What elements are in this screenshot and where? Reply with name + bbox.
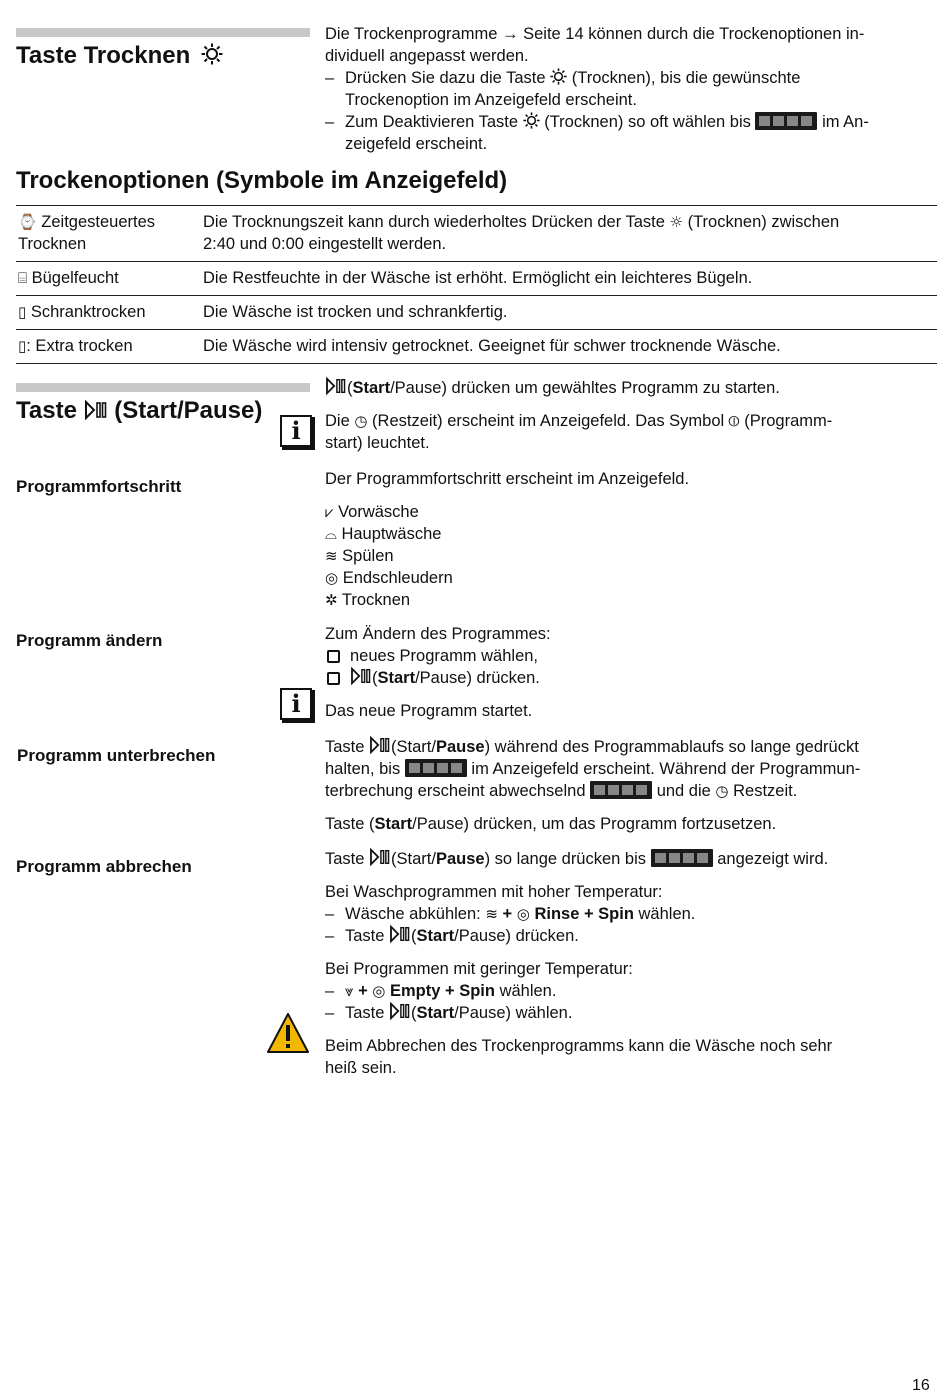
start-text: (Start/Pause) drücken um gewähltes Programm zu starten. Die ◷ (Restzeit) erscheint im Anzeigefeld. Das Symbol ⦶ (Programm- start) leuchtet. bbox=[325, 379, 833, 452]
program-start-icon: ⦶ bbox=[728, 412, 740, 430]
progress-text: Der Programmfortschritt erscheint im Anzeigefeld. ⩗ Vorwäsche ⌓ Hauptwäsche ≋ Spülen ◎ Endschleudern ✲ Trocknen bbox=[325, 468, 935, 611]
start-pause-icon bbox=[369, 848, 391, 866]
list-item: ⩗ Vorwäsche bbox=[325, 503, 419, 521]
sun-dry-icon bbox=[550, 68, 567, 85]
cancel-text: Taste (Start/Pause) so lange drücken bis angezeigt wird. Bei Waschprogrammen mit hoher Temperatur: – Wäsche abkühlen: ≋ + ◎ Rinse + Spin wählen. – Taste (Start/Pause) drücken. Bei Programmen mit geringer Temperatur: – ⩔ + ◎ Empty + Spin wählen. – Taste (Start/Pause) wählen. Beim Abbrechen des Trockenprogramms kann die Wäsche noch sehr heiß sein. bbox=[325, 848, 935, 1079]
list-item: ✲ Trocknen bbox=[325, 591, 411, 609]
cancel-heading: Programm abbrechen bbox=[16, 857, 192, 876]
start-pause-icon bbox=[84, 400, 108, 420]
list-item: ◎ Endschleudern bbox=[325, 569, 453, 587]
info-icon: i bbox=[280, 688, 312, 720]
change-heading: Programm ändern bbox=[16, 631, 163, 650]
display-segment-icon bbox=[405, 759, 467, 777]
cupboard-plus-icon: ▯ bbox=[18, 337, 27, 355]
table-row: ⌸ Bügelfeucht Die Restfeuchte in der Wäsche ist erhöht. Ermöglicht ein leichteres Bügeln. bbox=[16, 262, 937, 296]
list-item: ⌓ Hauptwäsche bbox=[325, 525, 442, 543]
interrupt-text: Taste (Start/Pause) während des Programmablaufs so lange gedrückt halten, bis im Anzeigefeld erscheint. Während der Programmun- terbrechung erscheint abwechselnd und die ◷ Restzeit. Taste (Start/Pause) drücken, um das Programm fortzusetzen. bbox=[325, 738, 861, 833]
start-pause-icon bbox=[389, 1002, 411, 1020]
section-title-start: Taste (Start/Pause) bbox=[16, 397, 263, 424]
options-table bbox=[16, 205, 937, 364]
page-number: 16 bbox=[912, 1377, 930, 1394]
change-text: Zum Ändern des Programmes: neues Programm wählen, (Start/Pause) drücken. Das neue Programm startet. bbox=[325, 623, 935, 722]
table-row: ⌚ Zeitgesteuertes Trocknen Die Trocknungszeit kann durch wiederholtes Drücken der Taste ☼ (Trocknen) zwischen 2:40 und 0:00 eingestellt werden. bbox=[16, 206, 937, 262]
drain-icon: ⩔ bbox=[345, 982, 354, 1000]
options-title: Trockenoptionen (Symbole im Anzeigefeld) bbox=[16, 167, 508, 194]
display-segment-icon bbox=[590, 781, 652, 799]
sun-dry-icon: ☼ bbox=[669, 213, 683, 231]
mainwash-icon: ⌓ bbox=[325, 525, 337, 543]
list-item: ≋ Spülen bbox=[325, 547, 394, 565]
start-pause-icon bbox=[325, 377, 347, 395]
section-bar bbox=[16, 28, 310, 37]
table-row: ▯: Extra trocken Die Wäsche wird intensiv getrocknet. Geeignet für schwer trocknende Wäsche. bbox=[16, 330, 937, 364]
start-pause-icon bbox=[350, 667, 372, 685]
iron-icon: ⌸ bbox=[18, 269, 28, 287]
remaining-time-icon: ◷ bbox=[715, 782, 729, 800]
sun-dry-icon bbox=[201, 43, 223, 65]
progress-heading: Programmfortschritt bbox=[16, 477, 182, 496]
table-row: ▯ Schranktrocken Die Wäsche ist trocken und schrankfertig. bbox=[16, 296, 937, 330]
dry-intro: Die Trockenprogramme → Seite 14 können durch die Trockenoptionen in- dividuell angepasst werden. – Drücken Sie dazu die Taste (Trocknen), bis die gewünschte Trockenoption im Anzeigefeld erscheint. – Zum Deaktivieren Taste (Trocknen) so oft wählen bis im An- zeigefeld erscheint. bbox=[325, 23, 935, 155]
interrupt-heading: Programm unterbrechen bbox=[17, 746, 216, 765]
sun-dry-icon bbox=[523, 112, 540, 129]
display-segment-icon bbox=[755, 112, 817, 130]
section-title-dry: Taste Trocknen bbox=[16, 41, 223, 71]
start-pause-icon bbox=[389, 925, 411, 943]
rinse-icon: ≋ bbox=[325, 547, 338, 565]
spin-icon: ◎ bbox=[325, 569, 339, 587]
rinse-icon: ≋ bbox=[485, 905, 498, 923]
start-pause-icon bbox=[369, 736, 391, 754]
cupboard-icon: ▯ bbox=[18, 303, 27, 321]
spin-icon: ◎ bbox=[372, 982, 386, 1000]
info-icon: i bbox=[280, 415, 312, 447]
remaining-time-icon: ◷ bbox=[354, 412, 368, 430]
warning-icon bbox=[266, 1012, 310, 1054]
dry-icon: ✲ bbox=[325, 591, 338, 609]
section-bar bbox=[16, 383, 310, 392]
display-segment-icon bbox=[651, 849, 713, 867]
arrow-right-icon: → bbox=[502, 25, 519, 43]
prewash-icon: ⩗ bbox=[325, 503, 334, 521]
spin-icon: ◎ bbox=[516, 905, 530, 923]
clock-icon: ⌚ bbox=[18, 213, 37, 231]
